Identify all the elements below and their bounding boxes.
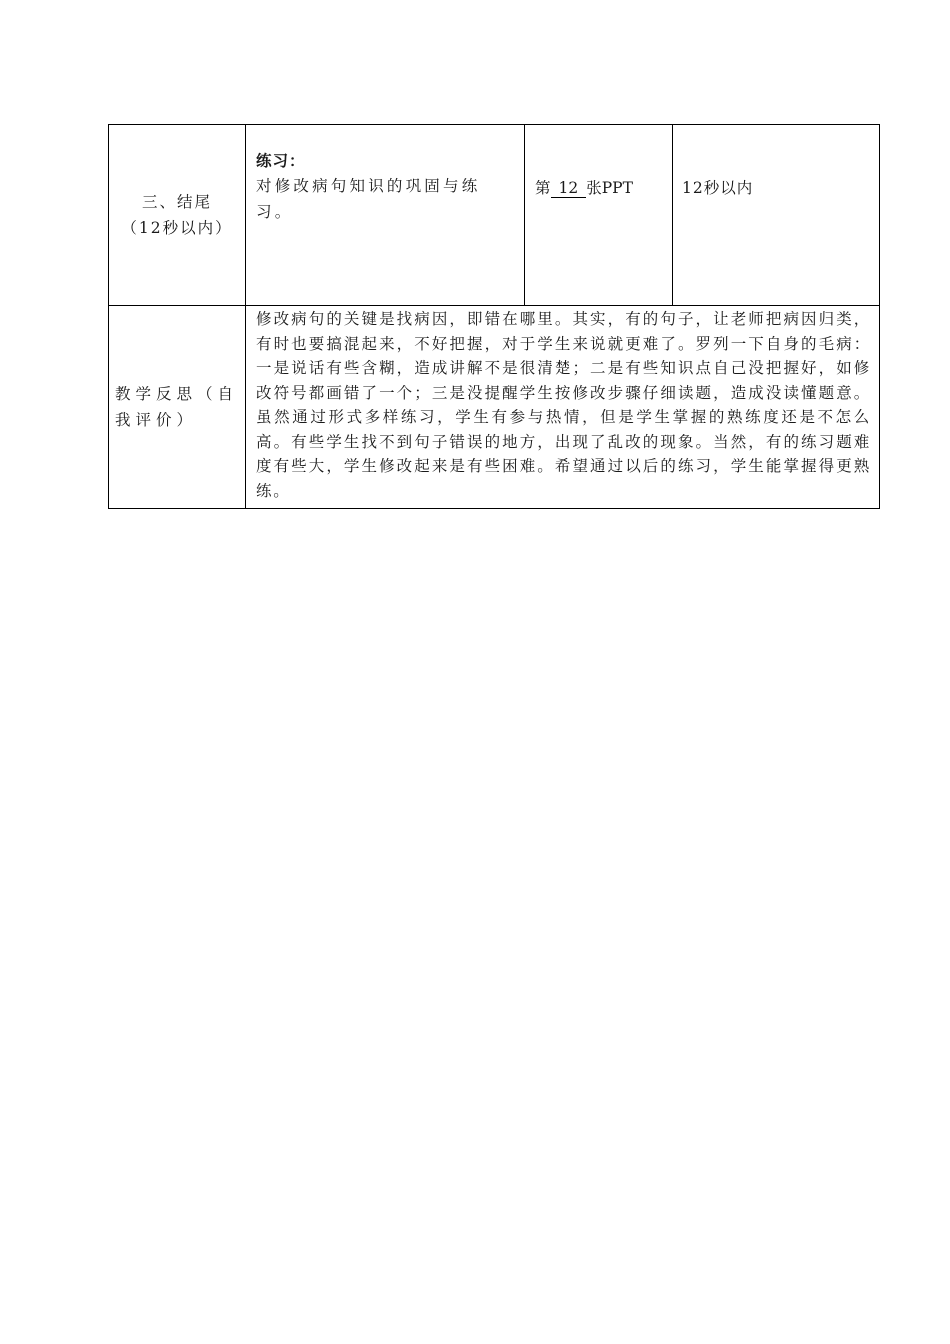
table-row-reflection — [109, 306, 880, 509]
stage-title: 三、结尾 — [141, 193, 212, 211]
reflection-label: 教学反思（自我评价） — [115, 385, 239, 429]
activity-cell — [246, 125, 525, 306]
time-value: 12秒以内 — [682, 179, 754, 197]
ppt-cell — [525, 125, 673, 306]
activity-description: 对修改病句知识的巩固与练习。 — [256, 177, 481, 221]
table-row-ending — [109, 125, 880, 306]
reflection-text: 修改病句的关键是找病因，即错在哪里。其实，有的句子，让老师把病因归类，有时也要搞混起来，不好把握，对于学生来说就更难了。罗列一下自身的毛病：一是说话有些含糊，造成讲解不是很清楚；二是有些知识点自己没把握好，如修改符号都画错了一个；三是没提醒学生按修改步骤仔细读题，造成没读懂题意。虽然通过形式多样练习，学生有参与热情，但是学生掌握的熟练度还是不怎么高。有些学生找不到句子错误的地方，出现了乱改的现象。当然，有的练习题难度有些大，学生修改起来是有些困难。希望通过以后的练习，学生能掌握得更熟练。 — [256, 310, 871, 500]
reflection-text-cell — [246, 306, 880, 509]
reflection-label-cell — [109, 306, 246, 509]
ppt-suffix: 张PPT — [586, 179, 633, 197]
stage-cell — [109, 125, 246, 306]
stage-time-limit: （12秒以内） — [121, 219, 233, 237]
ppt-prefix: 第 — [535, 179, 551, 197]
ppt-number: 12 — [551, 179, 587, 198]
time-cell — [673, 125, 880, 306]
lesson-plan-table — [108, 124, 880, 509]
activity-title: 练习： — [256, 151, 306, 170]
